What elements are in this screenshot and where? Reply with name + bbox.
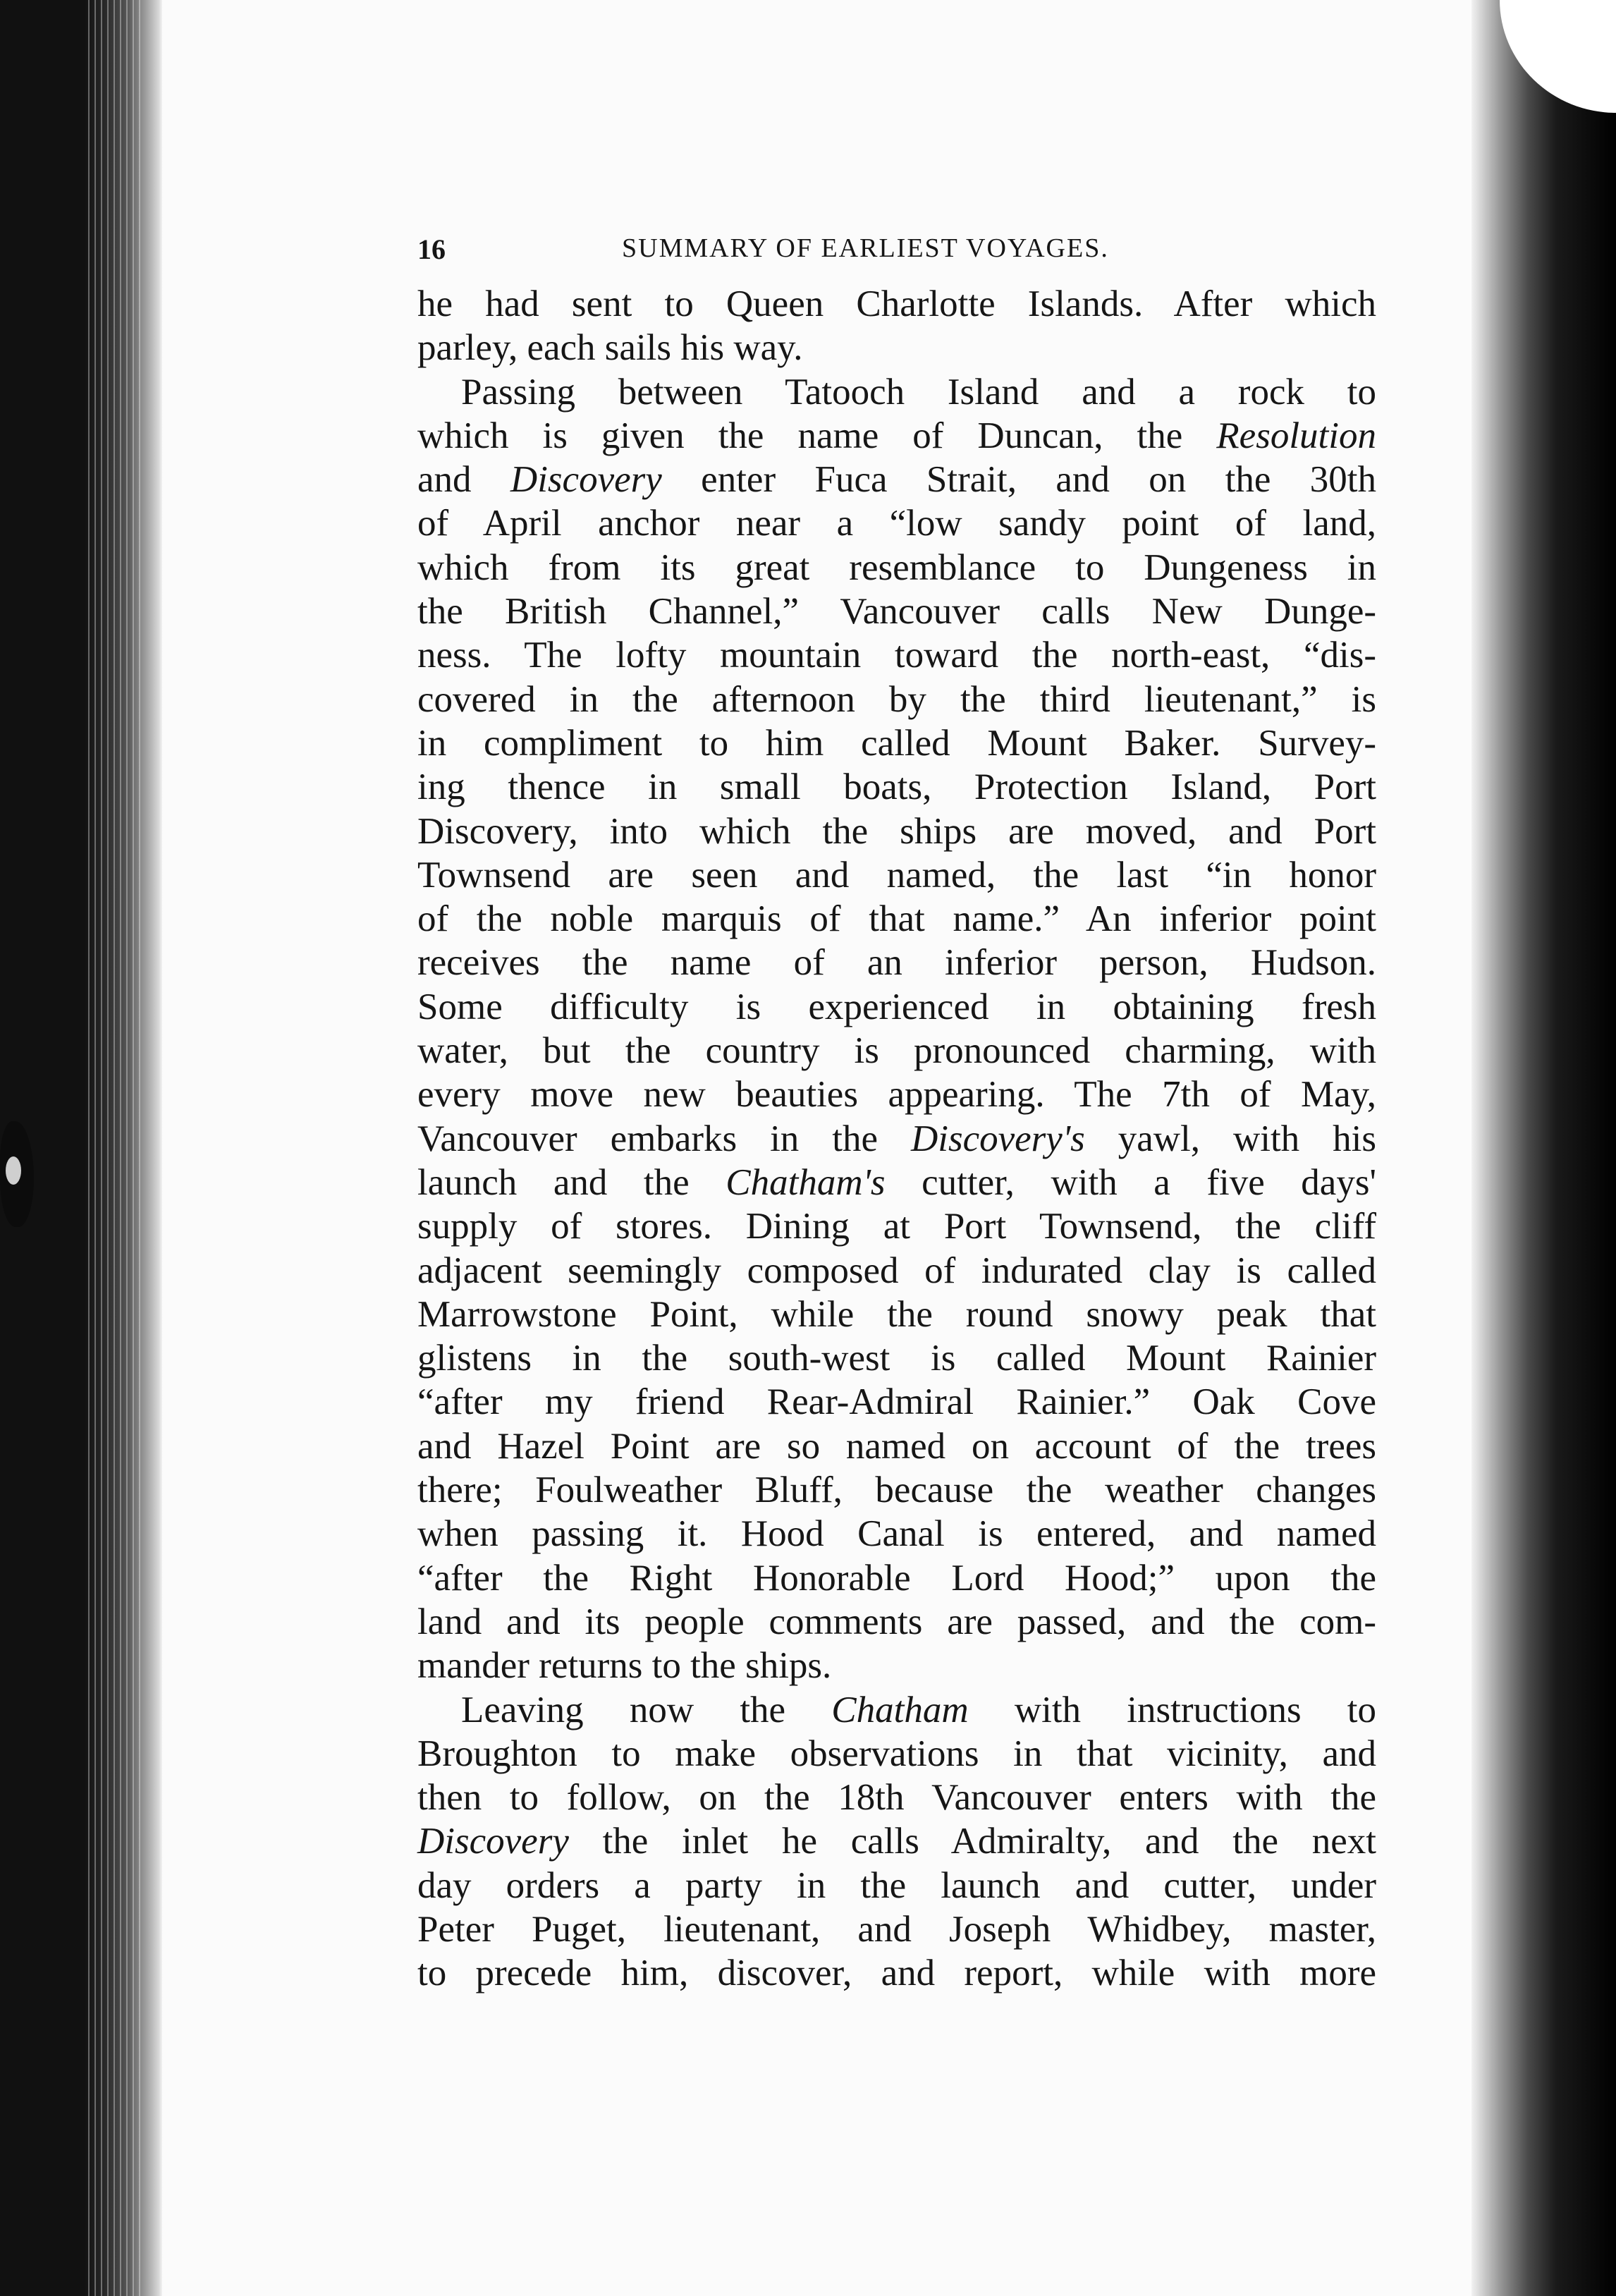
text-line: Leaving now the Chatham with instructions to bbox=[461, 1689, 1376, 1730]
text-line: Marrowstone Point, while the round snowy peak that bbox=[417, 1293, 1376, 1335]
text-line: day orders a party in the launch and cutter, under bbox=[417, 1864, 1376, 1906]
text-line: Vancouver embarks in the Discovery's yawl, with his bbox=[417, 1118, 1376, 1159]
text-line: which is given the name of Duncan, the Resolution bbox=[417, 415, 1376, 456]
text-line: to precede him, discover, and report, while with more bbox=[417, 1953, 1376, 1994]
text-line: land and its people comments are passed, and the com- bbox=[417, 1601, 1376, 1642]
text-line: “after my friend Rear-Admiral Rainier.” Oak Cove bbox=[417, 1381, 1376, 1423]
text-line: water, but the country is pronounced charming, with bbox=[417, 1030, 1376, 1072]
text-line: he had sent to Queen Charlotte Islands. After which bbox=[417, 283, 1376, 324]
page-header bbox=[417, 233, 1376, 275]
text-line: Passing between Tatooch Island and a rock to bbox=[461, 371, 1376, 413]
text-line: the British Channel,” Vancouver calls New Dunge- bbox=[417, 591, 1376, 633]
text-line: there; Foulweather Bluff, because the weather changes bbox=[417, 1470, 1376, 1511]
text-line: adjacent seemingly composed of indurated clay is called bbox=[417, 1250, 1376, 1291]
running-head: SUMMARY OF EARLIEST VOYAGES. bbox=[622, 233, 1109, 263]
book-page bbox=[417, 233, 1376, 1996]
page-edges-left bbox=[88, 0, 145, 2296]
text-line: supply of stores. Dining at Port Townsend, the cliff bbox=[417, 1206, 1376, 1247]
page-edges-right bbox=[1471, 0, 1616, 2296]
ink-blot-highlight bbox=[6, 1156, 21, 1185]
text-line: Some difficulty is experienced in obtaining fresh bbox=[417, 986, 1376, 1027]
text-line: when passing it. Hood Canal is entered, and named bbox=[417, 1513, 1376, 1555]
text-line: Broughton to make observations in that vicinity, and bbox=[417, 1733, 1376, 1774]
text-line: mander returns to the ships. bbox=[417, 1645, 832, 1687]
page-number: 16 bbox=[417, 233, 446, 265]
text-line: Peter Puget, lieutenant, and Joseph Whidbey, master, bbox=[417, 1908, 1376, 1950]
text-line: which from its great resemblance to Dungeness in bbox=[417, 546, 1376, 588]
text-line: of the noble marquis of that name.” An inferior point bbox=[417, 898, 1376, 940]
text-line: and Discovery enter Fuca Strait, and on the 30th bbox=[417, 459, 1376, 501]
text-line: of April anchor near a “low sandy point of land, bbox=[417, 503, 1376, 544]
text-line: ness. The lofty mountain toward the north-east, “dis- bbox=[417, 635, 1376, 676]
text-line: in compliment to him called Mount Baker. Survey- bbox=[417, 722, 1376, 764]
text-line: ing thence in small boats, Protection Island, Port bbox=[417, 767, 1376, 808]
text-line: then to follow, on the 18th Vancouver enters with the bbox=[417, 1777, 1376, 1819]
text-line: every move new beauties appearing. The 7th of May, bbox=[417, 1074, 1376, 1116]
text-line: covered in the afternoon by the third lieutenant,” is bbox=[417, 678, 1376, 720]
paragraph bbox=[417, 282, 1376, 370]
text-line: and Hazel Point are so named on account of the trees bbox=[417, 1425, 1376, 1467]
text-line: Discovery, into which the ships are moved, and Port bbox=[417, 810, 1376, 852]
text-line: “after the Right Honorable Lord Hood;” upon the bbox=[417, 1557, 1376, 1599]
text-line: receives the name of an inferior person, Hudson. bbox=[417, 942, 1376, 984]
paragraph bbox=[417, 1688, 1376, 1996]
text-line: glistens in the south-west is called Mount Rainier bbox=[417, 1338, 1376, 1379]
body-text bbox=[417, 282, 1376, 1996]
text-line: parley, each sails his way. bbox=[417, 327, 803, 369]
text-line: Discovery the inlet he calls Admiralty, and the next bbox=[417, 1821, 1376, 1862]
text-line: Townsend are seen and named, the last “in honor bbox=[417, 854, 1376, 896]
text-line: launch and the Chatham's cutter, with a five days' bbox=[417, 1161, 1377, 1203]
paragraph bbox=[417, 370, 1376, 1688]
